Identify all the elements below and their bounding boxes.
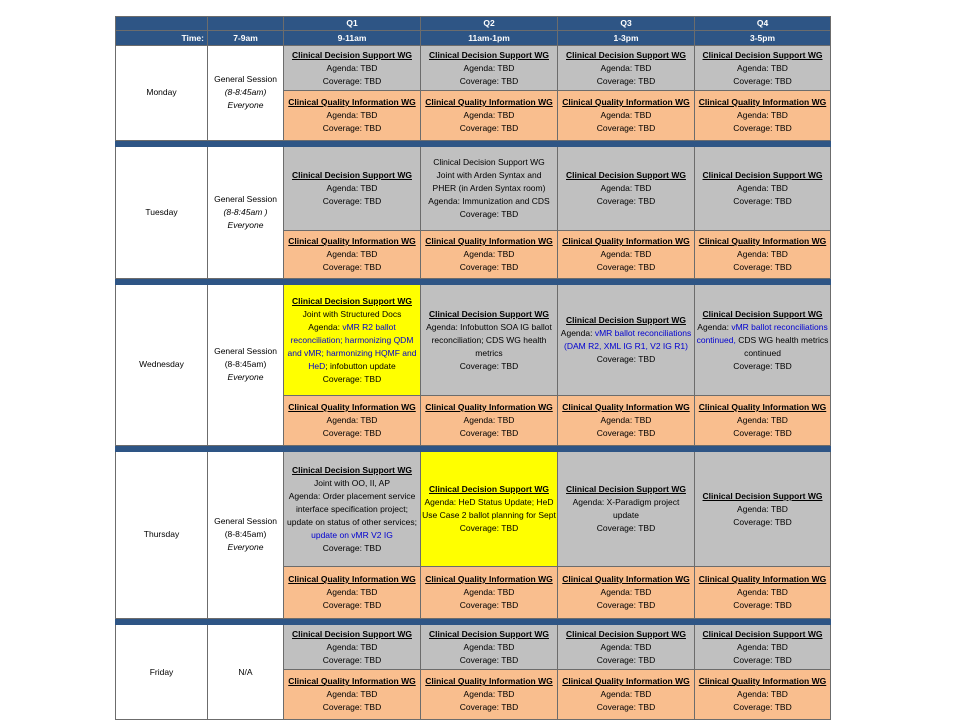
agenda: Agenda: X-Paradigm project update: [572, 497, 680, 521]
wg-title: Clinical Quality Information WG: [698, 574, 827, 585]
monday-cds-row: [116, 45, 831, 90]
slot-cds-joint-oo: [284, 451, 421, 566]
agenda: [559, 327, 693, 353]
day-monday: Monday: [116, 45, 208, 140]
coverage: Coverage: TBD: [322, 654, 382, 665]
wg-title: Clinical Quality Information WG: [562, 401, 690, 412]
header-q1-time: 9-11am: [284, 31, 421, 45]
coverage: Coverage: TBD: [596, 75, 656, 86]
wg-title: Clinical Decision Support WG: [429, 308, 549, 319]
agenda: Agenda: TBD: [600, 249, 652, 260]
coverage: Coverage: TBD: [322, 427, 382, 438]
coverage: Coverage: TBD: [733, 427, 792, 438]
slot-cqi: [695, 567, 831, 619]
wg-title: Clinical Decision Support WG: [429, 49, 549, 60]
wg-title: Clinical Decision Support WG: [292, 628, 412, 639]
agenda: Agenda: Immunization and CDS: [428, 196, 550, 207]
agenda-prefix: Agenda:: [560, 328, 595, 339]
coverage: Coverage: TBD: [596, 122, 656, 133]
header-blank: [116, 17, 208, 31]
day-wednesday: Wednesday: [116, 284, 208, 445]
wg-title: Clinical Quality Information WG: [698, 96, 827, 107]
wg-title: Clinical Quality Information WG: [288, 574, 416, 585]
day-tuesday: Tuesday: [116, 146, 208, 278]
header-q2: Q2: [421, 17, 558, 31]
agenda: Agenda: TBD: [737, 414, 788, 425]
agenda-highlight: vMR R2 ballot reconciliation; harmonizing QDM and vMR; harmonizing HQMF and HeD: [287, 321, 417, 371]
header-q4-time: 3-5pm: [695, 31, 831, 45]
slot-cqi: [421, 231, 558, 278]
header-q4: Q4: [695, 17, 831, 31]
slot-cqi: [284, 91, 421, 140]
agenda-prefix: Agenda:: [308, 321, 343, 332]
coverage: Coverage: TBD: [322, 702, 382, 713]
wg-title: Clinical Quality Information WG: [562, 574, 690, 585]
coverage: Coverage: TBD: [459, 360, 519, 371]
coverage: Coverage: TBD: [459, 702, 519, 713]
joint-line: PHER (in Arden Syntax room): [432, 183, 546, 194]
general-session-everyone: Everyone: [227, 372, 264, 383]
coverage: Coverage: TBD: [596, 523, 656, 534]
wednesday-cds-row: [116, 284, 831, 395]
agenda: Agenda: TBD: [326, 587, 378, 598]
slot-cqi: [284, 396, 421, 445]
coverage: Coverage: TBD: [459, 600, 519, 611]
slot-cqi: [284, 231, 421, 278]
slot-cqi: [284, 567, 421, 619]
wg-title: Clinical Decision Support WG: [292, 170, 412, 181]
joint-line: Joint with Arden Syntax and: [436, 170, 542, 181]
agenda: Agenda: TBD: [463, 689, 515, 700]
agenda: [696, 321, 829, 360]
wg-title: Clinical Decision Support WG: [702, 308, 823, 319]
agenda: [285, 321, 419, 373]
coverage: Coverage: TBD: [733, 122, 792, 133]
coverage: Coverage: TBD: [459, 262, 519, 273]
wg-title: Clinical Decision Support WG: [292, 464, 412, 475]
general-session-friday: N/A: [208, 625, 284, 720]
slot-cqi: [421, 567, 558, 619]
friday-cds-row: [116, 625, 831, 670]
agenda: Agenda: TBD: [326, 689, 378, 700]
coverage: Coverage: TBD: [322, 542, 382, 553]
general-session-time: (8-8:45am ): [223, 206, 268, 217]
slot-cds: [695, 625, 831, 670]
wg-title: Clinical Decision Support WG: [702, 49, 823, 60]
wg-title: Clinical Decision Support WG: [566, 628, 686, 639]
thursday-cds-row: [116, 451, 831, 566]
agenda: Agenda: TBD: [463, 414, 515, 425]
wg-title: Clinical Quality Information WG: [425, 676, 553, 687]
agenda: Agenda: Infobutton SOA IG ballot reconciliation; CDS WG health metrics: [426, 321, 552, 358]
slot-cds-joint-structured-docs: [284, 284, 421, 395]
slot-cds: [695, 451, 831, 566]
schedule-table: [115, 16, 831, 720]
wg-title: Clinical Decision Support WG: [292, 49, 412, 60]
agenda: Agenda: TBD: [737, 249, 788, 260]
header-q1: Q1: [284, 17, 421, 31]
agenda: Agenda: TBD: [326, 414, 378, 425]
agenda: Agenda: TBD: [463, 587, 515, 598]
agenda: Agenda: HeD Status Update; HeD Use Case 2 ballot planning for Sept: [422, 497, 556, 521]
header-time-label: Time:: [116, 31, 208, 45]
agenda-highlight: vMR ballot reconciliations (DAM R2, XML IG R1, V2 IG R1): [564, 328, 692, 352]
wg-title: Clinical Decision Support WG: [702, 170, 823, 181]
wg-title: Clinical Quality Information WG: [425, 401, 553, 412]
coverage: Coverage: TBD: [733, 262, 792, 273]
agenda-rest: ; infobutton update: [325, 360, 396, 371]
agenda: Agenda: TBD: [600, 183, 652, 194]
wg-title: Clinical Decision Support WG: [429, 628, 549, 639]
slot-cds: [284, 625, 421, 670]
wg-title: Clinical Quality Information WG: [562, 676, 690, 687]
coverage: Coverage: TBD: [733, 360, 792, 371]
wg-title: Clinical Decision Support WG: [702, 490, 823, 501]
agenda: Agenda: TBD: [326, 249, 378, 260]
coverage: Coverage: TBD: [733, 654, 792, 665]
slot-cds: [284, 146, 421, 231]
wg-title: Clinical Quality Information WG: [698, 676, 827, 687]
slot-cds: [558, 146, 695, 231]
agenda: Agenda: TBD: [737, 587, 788, 598]
slot-cds-x-paradigm: [558, 451, 695, 566]
coverage: Coverage: TBD: [459, 427, 519, 438]
general-session-title: General Session: [214, 74, 277, 85]
wg-title: Clinical Quality Information WG: [425, 236, 553, 247]
wg-title: Clinical Quality Information WG: [288, 401, 416, 412]
slot-cqi: [695, 231, 831, 278]
slot-cqi: [558, 567, 695, 619]
agenda: Agenda: TBD: [326, 62, 378, 73]
agenda: Agenda: TBD: [600, 641, 652, 652]
coverage: Coverage: TBD: [459, 75, 519, 86]
header-q2-time: 11am-1pm: [421, 31, 558, 45]
slot-cqi: [695, 670, 831, 720]
coverage: Coverage: TBD: [733, 196, 792, 207]
wg-title: Clinical Decision Support WG: [702, 628, 823, 639]
slot-cds-infobutton: [421, 284, 558, 395]
header-row-quarters: [116, 17, 831, 31]
wg-title: Clinical Decision Support WG: [292, 295, 412, 306]
coverage: Coverage: TBD: [459, 122, 519, 133]
general-session-tuesday: [208, 146, 284, 278]
coverage: Coverage: TBD: [596, 600, 656, 611]
slot-cqi: [558, 670, 695, 720]
coverage: Coverage: TBD: [322, 600, 382, 611]
wg-title: Clinical Quality Information WG: [698, 236, 827, 247]
day-thursday: Thursday: [116, 451, 208, 618]
coverage: Coverage: TBD: [596, 654, 656, 665]
agenda: Agenda: TBD: [326, 641, 378, 652]
general-session-wednesday: [208, 284, 284, 445]
wg-title: Clinical Decision Support WG: [566, 49, 686, 60]
agenda-rest: CDS WG health metrics continued: [735, 334, 829, 358]
header-q3-time: 1-3pm: [558, 31, 695, 45]
slot-cds: [695, 146, 831, 231]
wg-title: Clinical Decision Support WG: [433, 157, 545, 168]
general-session-time: (8-8:45am): [224, 529, 267, 540]
general-session-everyone: Everyone: [227, 542, 264, 553]
agenda: Agenda: TBD: [463, 249, 515, 260]
agenda-text: Agenda: Order placement service interface specification project; update on status of other services;: [287, 490, 417, 527]
slot-cqi: [558, 396, 695, 445]
coverage: Coverage: TBD: [459, 523, 519, 534]
coverage: Coverage: TBD: [322, 196, 382, 207]
slot-cds: [558, 625, 695, 670]
slot-cqi: [421, 91, 558, 140]
wg-title: Clinical Decision Support WG: [566, 484, 686, 495]
agenda: Agenda: TBD: [600, 587, 652, 598]
wg-title: Clinical Quality Information WG: [288, 676, 416, 687]
coverage: Coverage: TBD: [596, 702, 656, 713]
slot-cds-hed: [421, 451, 558, 566]
day-friday: Friday: [116, 625, 208, 720]
slot-cqi: [421, 670, 558, 720]
coverage: Coverage: TBD: [733, 75, 792, 86]
general-session-everyone: Everyone: [227, 219, 264, 230]
tuesday-cds-row: [116, 146, 831, 231]
slot-cds: [284, 45, 421, 90]
agenda: Agenda: TBD: [737, 503, 788, 514]
wg-title: Clinical Decision Support WG: [429, 484, 549, 495]
agenda: Agenda: TBD: [463, 62, 515, 73]
joint-line: Joint with Structured Docs: [302, 308, 402, 319]
wg-title: Clinical Quality Information WG: [425, 96, 553, 107]
general-session-title: General Session: [214, 346, 277, 357]
slot-cqi: [695, 91, 831, 140]
coverage: Coverage: TBD: [596, 427, 656, 438]
wg-title: Clinical Quality Information WG: [698, 401, 827, 412]
slot-cds-vmr-ballot: [558, 284, 695, 395]
wg-title: Clinical Quality Information WG: [562, 96, 690, 107]
general-session-thursday: [208, 451, 284, 618]
agenda: Agenda: TBD: [600, 689, 652, 700]
agenda: Agenda: TBD: [737, 183, 788, 194]
agenda: [285, 490, 419, 542]
coverage: Coverage: TBD: [733, 600, 792, 611]
coverage: Coverage: TBD: [596, 354, 656, 365]
general-session-title: General Session: [214, 193, 277, 204]
coverage: Coverage: TBD: [596, 262, 656, 273]
agenda: Agenda: TBD: [463, 641, 515, 652]
coverage: Coverage: TBD: [322, 75, 382, 86]
agenda: Agenda: TBD: [600, 414, 652, 425]
agenda: Agenda: TBD: [600, 109, 652, 120]
agenda: Agenda: TBD: [737, 109, 788, 120]
wg-title: Clinical Quality Information WG: [288, 236, 416, 247]
slot-cds: [421, 45, 558, 90]
slot-cqi: [421, 396, 558, 445]
slot-cqi: [558, 231, 695, 278]
agenda-highlight: vMR ballot reconciliations continued,: [696, 321, 828, 345]
coverage: Coverage: TBD: [322, 122, 382, 133]
agenda: Agenda: TBD: [326, 109, 378, 120]
slot-cds: [421, 625, 558, 670]
slot-cqi: [284, 670, 421, 720]
general-session-everyone: Everyone: [227, 100, 264, 111]
coverage: Coverage: TBD: [733, 702, 792, 713]
slot-cqi: [695, 396, 831, 445]
header-row-times: [116, 31, 831, 45]
header-q3: Q3: [558, 17, 695, 31]
general-session-time: (8-8:45am): [224, 359, 267, 370]
coverage: Coverage: TBD: [322, 373, 382, 384]
coverage: Coverage: TBD: [459, 654, 519, 665]
slot-cds: [558, 45, 695, 90]
agenda: Agenda: TBD: [600, 62, 652, 73]
agenda: Agenda: TBD: [463, 109, 515, 120]
coverage: Coverage: TBD: [733, 516, 792, 527]
general-session-time: (8-8:45am): [224, 87, 267, 98]
header-blank-2: [208, 17, 284, 31]
agenda-highlight: update on vMR V2 IG: [311, 529, 393, 540]
wg-title: Clinical Quality Information WG: [425, 574, 553, 585]
slot-cds: [695, 45, 831, 90]
header-pre-slot: 7-9am: [208, 31, 284, 45]
coverage: Coverage: TBD: [322, 262, 382, 273]
agenda: Agenda: TBD: [326, 183, 378, 194]
slot-cds-joint-arden: [421, 146, 558, 231]
wg-title: Clinical Quality Information WG: [562, 236, 690, 247]
agenda-prefix: Agenda:: [697, 321, 732, 332]
coverage: Coverage: TBD: [596, 196, 656, 207]
joint-line: Joint with OO, II, AP: [313, 477, 391, 488]
general-session-title: General Session: [214, 516, 277, 527]
agenda: Agenda: TBD: [737, 62, 788, 73]
agenda: Agenda: TBD: [737, 689, 788, 700]
general-session-monday: [208, 45, 284, 140]
slot-cqi: [558, 91, 695, 140]
coverage: Coverage: TBD: [459, 209, 519, 220]
wg-title: Clinical Quality Information WG: [288, 96, 416, 107]
wg-title: Clinical Decision Support WG: [566, 315, 686, 326]
wg-title: Clinical Decision Support WG: [566, 170, 686, 181]
slot-cds-vmr-continued: [695, 284, 831, 395]
agenda: Agenda: TBD: [737, 641, 788, 652]
